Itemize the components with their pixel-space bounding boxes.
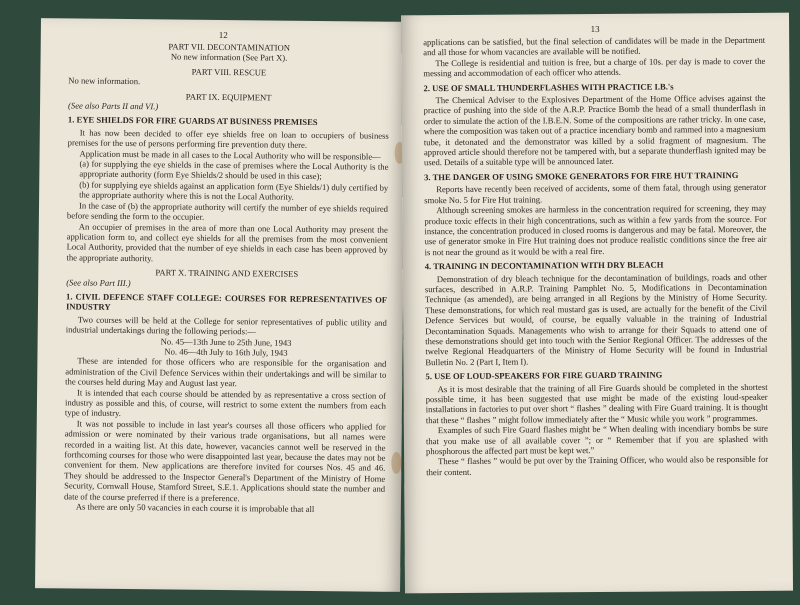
paragraph: The Chemical Adviser to the Explosives Department of the Home Office advises against the practice of pushing into the side of the A.R.P. Practice Bomb the head of a small thunderflash in order to simulate the action of the I.B.E.N. Some of the compositions are rather tricky. In one case, where the composition was taken out of a practice incendiary bomb and rammed into a magnesium tube, it detonated and the demonstrator was killed by a solid fragment of magnesium. The approved article should therefore not be tampered with, but a separate thunderflash ignited may be used. Details of a suitable type will be announced later.: [423, 92, 766, 168]
list-item-b: (b) for supplying eye shields against an application form (Eye Shields/1) duly certified by the appropriate authority where this is not the Local Authority.: [79, 179, 389, 203]
section-heading: 5. USE OF LOUD-SPEAKERS FOR FIRE GUARD TRAINING: [425, 369, 663, 382]
page-number: 13: [590, 23, 600, 35]
rust-stain: [391, 452, 401, 474]
course-date: No. 46—4th July to 16th July, 1943: [164, 346, 288, 358]
section-heading: 2. USE OF SMALL THUNDERFLASHES WITH PRACTICE I.B.'s: [423, 81, 674, 93]
part8-title: PART VIII. RESCUE: [191, 66, 267, 78]
paragraph: Although screening smokes are harmless in the concentration required for screening, they may produce toxic effects in their high concentrations, such as within a few yards from the source. For instance, the concentration produced in closed rooms is dangerous and may be fatal. Moreover, the use of generator smoke in Fire Hut training does not produce realistic conditions since the free air is not near the ground as it would be with a real fire.: [424, 202, 767, 257]
part10-title: PART X. TRAINING AND EXERCISES: [155, 267, 299, 279]
part10-see: (See also Part III.): [66, 276, 131, 288]
part9-title: PART IX. EQUIPMENT: [185, 91, 272, 103]
paragraph: As it is most desirable that the training of all Fire Guards should be completed in the shortest possible time, it has been suggested that use might be made of the existing loud-speaker installations in factories to put over short “ flashes ” dealing with Fire Guard training. It is thought that these “ flashes ” might follow immediately after the “ Music while you work ” programmes.: [425, 381, 768, 426]
paragraph: As there are only 50 vacancies in each course it is improbable that all: [75, 501, 315, 515]
list-item-a: (a) for supplying the eye shields in the case of premises where the Local Authority is the appropriate authority (form Eye Shields/2 should be used in this case);: [79, 158, 389, 182]
section-heading: 4. TRAINING IN DECONTAMINATION WITH DRY BLEACH: [424, 259, 664, 272]
course-date: No. 45—13th June to 25th June, 1943: [160, 335, 292, 348]
left-page: [35, 18, 406, 592]
paragraph: Demonstration of dry bleach technique for the decontamination of buildings, roads and other surfaces, described in A.R.P. Training Pamphlet No. 5, Modifications in Decontamination Technique (as amended), are being arranged in all Regions by the Ministry of Home Security. These demonstrations, for which real mustard gas is used, are actually for the benefit of the Civil Defence Services but would, of course, be equally valuable in the training of Industrial Decontamination Squads. Managements who wish to arrange for their Squads to attend one of these demonstrations should get into touch with the Senior Regional Officer. The addresses of the twelve Regional Headquarters of the Ministry of Home Security will be found in Industrial Bulletin No. 2 (Part I, Item I).: [424, 271, 768, 367]
section-heading: 1. EYE SHIELDS FOR FIRE GUARDS AT BUSINESS PREMISES: [67, 114, 318, 128]
section-heading: 3. THE DANGER OF USING SMOKE GENERATORS FOR FIRE HUT TRAINING: [424, 169, 739, 183]
paragraph: In the case of (b) the appropriate authority will certify the number of eye shields required before sending the form to the occupier.: [66, 200, 389, 222]
page-number: 12: [218, 29, 228, 41]
paragraph: Reports have recently been received of accidents, some of them fatal, through using generator smoke No. 5 for Fire Hut training.: [424, 182, 767, 205]
paragraph: Examples of such Fire Guard flashes might be “ When dealing with incendiary bombs be sure that you make use of all available cover ”; or “ Remember that if you are splashed with phosphorous the affected part must be kept wet.”: [425, 423, 768, 457]
part8-note: No new information.: [68, 75, 141, 87]
part7-title: PART VII. DECONTAMINATION: [168, 41, 291, 53]
paragraph: Application must be made in all cases to the Local Authority who will be responsible—: [79, 148, 381, 162]
paragraph: These “ flashes ” would be put over by the Training Officer, who would also be responsible for their content.: [426, 454, 769, 478]
right-page: [401, 13, 793, 594]
paragraph: Two courses will be held at the College for senior representatives of public utility and industrial undertakings during the following periods:—: [65, 314, 387, 337]
paragraph: The College is residential and tuition is free, but a charge of 10s. per day is made to cover the messing and accommodation of each officer who attends.: [423, 55, 766, 79]
paragraph: It has now been decided to offer eye shields free on loan to occupiers of business premises for the use of persons performing fire prevention duty there.: [67, 127, 389, 151]
paragraph: An occupier of premises in the area of more than one Local Authority may present the application form to, and collect eye shields for all the premises from the most convenient Local Authority, provided that the number of eye shields in each case has been approved by the appropriate authority.: [66, 221, 388, 264]
paragraph: applications can be satisfied, but the final selection of candidates will be made in the Department and all those for whom vacancies are available will be notified.: [423, 34, 766, 58]
paragraph: It was not possible to include in last year's courses all those officers who applied for admission or were nominated by their various trade organisations, but all names were recorded in a waiting list. At this date, however, vacancies cannot well be reserved in the forthcoming courses for those who were disappointed last year, because the dates may not be convenient for them. New applications are therefore invited for courses Nos. 45 and 46. They should be addressed to the Inspector General's Department of the Ministry of Home Security, Cornwall House, Stamford Street, S.E.1. Applications should state the number and date of the course preferred if there is a preference.: [63, 418, 386, 503]
paragraph: These are intended for those officers who are responsible for the organisation and administration of the Civil Defence Services within their undertakings and will be similar to the courses held during May and August last year.: [65, 355, 387, 389]
part9-see: (See also Parts II and VI.): [68, 100, 159, 112]
part7-note: No new information (See Part X).: [170, 51, 288, 64]
paragraph: It is intended that each course should be attended by as representative a cross section of industry as possible and this, of course, will restrict to some extent the numbers from each type of industry.: [64, 387, 387, 419]
section-heading: 1. CIVIL DEFENCE STAFF COLLEGE: COURSES FOR REPRESENTATIVES OF INDUSTRY: [65, 291, 388, 313]
